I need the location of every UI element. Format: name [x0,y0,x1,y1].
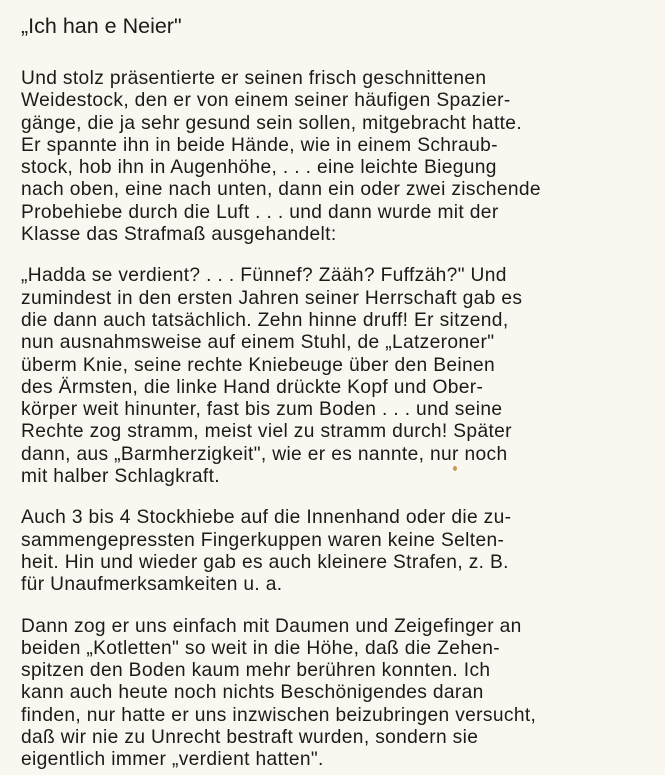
document-title: „Ich han e Neier" [21,14,182,38]
text-line: die dann auch tatsächlich. Zehn hinne druff! Er sitzend, [21,309,509,331]
text-line: körper weit hinunter, fast bis zum Boden . . . und seine [21,399,503,421]
text-line: „Hadda se verdient? . . . Fünnef? Zääh? Fuffzäh?" Und [21,265,507,287]
text-line: dann, aus „Barmherzigkeit", wie er es nannte, nur noch [21,443,508,465]
text-line: Auch 3 bis 4 Stockhiebe auf die Innenhand oder die zu- [21,507,512,529]
document-body [21,68,633,772]
text-line: Er spannte ihn in beide Hände, wie in einem Schraub- [21,134,498,156]
text-line: Dann zog er uns einfach mit Daumen und Zeigefinger an [21,615,522,637]
text-line: sammengepressten Fingerkuppen waren keine Selten- [21,529,505,551]
text-line: überm Knie, seine rechte Kniebeuge über den Beinen [21,354,496,376]
text-line: des Ärmsten, die linke Hand drückte Kopf und Ober- [21,376,484,398]
text-line: kann auch heute noch nichts Beschönigendes daran [21,682,484,704]
text-line: Weidestock, den er von einem seiner häufigen Spazier- [21,90,511,112]
paragraph-2 [21,265,633,488]
text-line: für Unaufmerksamkeiten u. a. [21,574,283,596]
text-line: nach oben, eine nach unten, dann ein oder zwei zischende [21,179,541,201]
text-line: eigentlich immer „verdient hatten". [21,749,324,771]
text-line: gänge, die ja sehr gesund sein sollen, mitgebracht hatte. [21,112,523,134]
paragraph-1 [21,68,633,246]
paragraph-3 [21,507,633,596]
text-line: stock, hob ihn in Augenhöhe, . . . eine leichte Biegung [21,157,497,179]
paragraph-4 [21,616,633,772]
text-line: daß wir nie zu Unrecht bestraft wurden, sondern sie [21,727,479,749]
text-line: spitzen den Boden kaum mehr berühren konnten. Ich [21,660,491,682]
paper-speck [453,466,457,471]
text-line: heit. Hin und wieder gab es auch kleinere Strafen, z. B. [21,551,509,573]
text-line: zumindest in den ersten Jahren seiner Herrschaft gab es [21,287,523,309]
text-line: finden, nur hatte er uns inzwischen beizubringen versucht, [21,704,537,726]
text-line: Klasse das Strafmaß ausgehandelt: [21,224,337,246]
text-line: Probehiebe durch die Luft . . . und dann wurde mit der [21,201,499,223]
text-line: nun ausnahmsweise auf einem Stuhl, de „Latzeroner" [21,332,495,354]
text-line: beiden „Kotletten" so weit in die Höhe, daß die Zehen- [21,637,501,659]
text-line: mit halber Schlagkraft. [21,466,220,488]
text-line: Rechte zog stramm, meist viel zu stramm durch! Später [21,421,512,443]
text-line: Und stolz präsentierte er seinen frisch geschnittenen [21,68,487,89]
